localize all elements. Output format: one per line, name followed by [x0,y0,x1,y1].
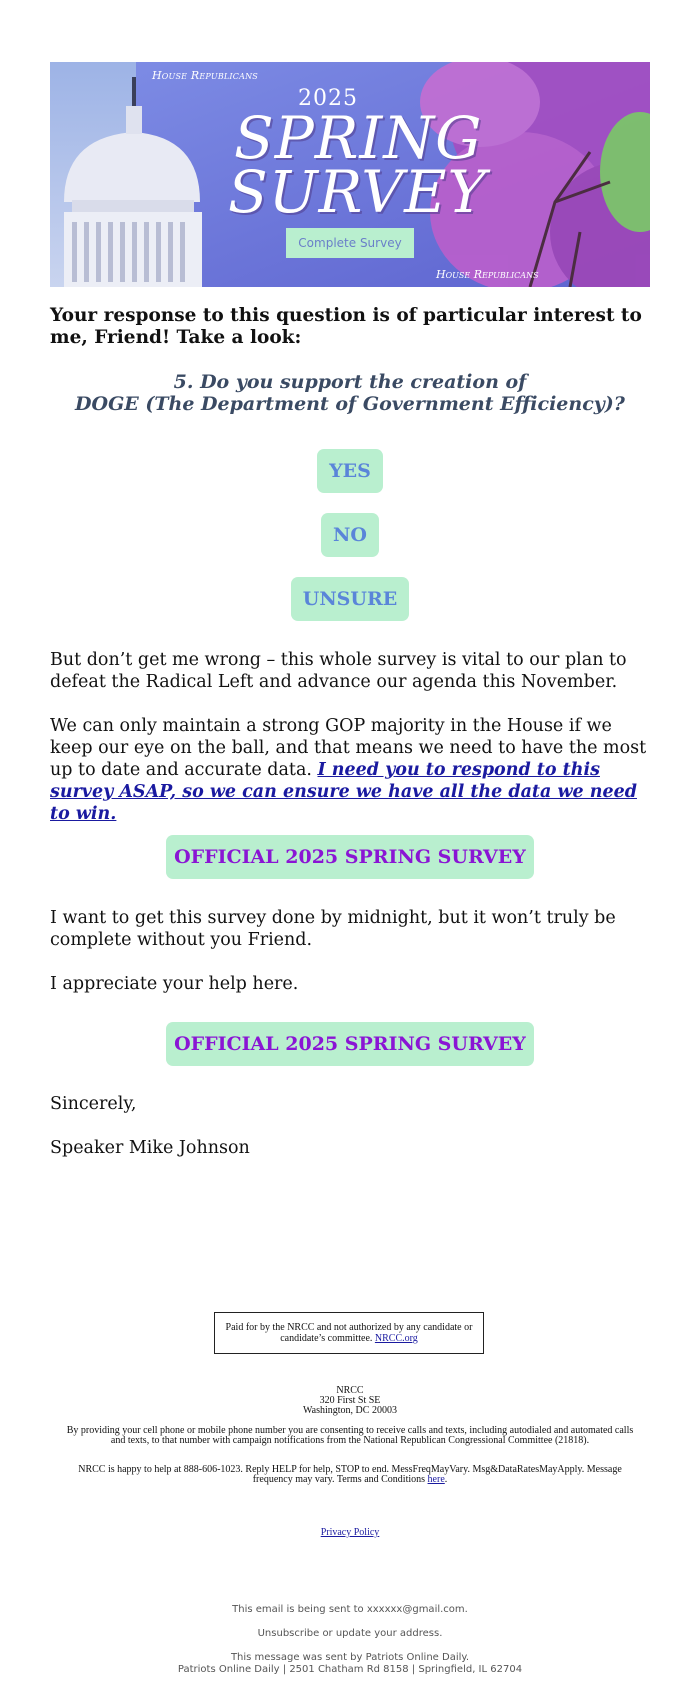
intro-text: Your response to this question is of particular interest to me, Friend! Take a look: [50,305,642,348]
org-street: 320 First St SE [319,1395,381,1406]
nrcc-org-link[interactable]: NRCC.org [374,1333,418,1344]
org-name: NRCC [336,1385,364,1396]
survey-question [50,371,650,415]
answer-options [50,429,650,621]
paid-for-disclaimer [214,1312,484,1354]
help-text: NRCC is happy to help at 888-606-1023. Reply HELP for help, STOP to end. MessFreqMayVary. Msg&DataRatesMayApply. Message frequency may vary. Terms and Conditions [78,1464,622,1485]
respond-survey-link[interactable]: I need you to respond to this survey ASAP, so we can ensure we have all the data we need to win. [50,760,637,824]
hero-title-line2: SURVEY [228,158,487,226]
paragraph-2-text: We can only maintain a strong GOP majority in the House if we keep our eye on the ball, and that means we need to have the most up to date and accurate data. [50,716,647,780]
privacy-policy-link[interactable]: Privacy Policy [320,1527,380,1538]
unsubscribe-link[interactable]: Unsubscribe or update your address. [257,1628,443,1639]
answer-unsure-button[interactable]: UNSURE [291,577,410,621]
paragraph-2 [50,715,650,825]
hero-title-line1: SPRING [234,104,483,172]
hero-year: 2025 [298,86,358,111]
answer-yes-button[interactable]: YES [317,449,383,493]
org-city: Washington, DC 20003 [303,1405,397,1416]
answer-no-button[interactable]: NO [321,513,379,557]
paragraph-1: But don’t get me wrong – this whole survey is vital to our plan to defeat the Radical Left and advance our agenda this November. [50,650,627,692]
question-line-2: DOGE (The Department of Government Efficiency)? [75,393,625,415]
official-survey-button-1[interactable]: OFFICIAL 2025 SPRING SURVEY [166,835,534,879]
sms-consent-text: By providing your cell phone or mobile phone number you are consenting to receive calls and texts, including autodialed and automated calls and texts, to that number with campaign notifications from the National Republican Congressional Committee (21818). [66,1425,634,1446]
org-address [60,1386,640,1416]
closing: Sincerely, [50,1094,137,1114]
hero-banner[interactable] [50,62,650,287]
sender-info [60,1652,640,1676]
sent-to-notice: This email is being sent to xxxxxx@gmail.com. [232,1604,468,1615]
paragraph-4: I appreciate your help here. [50,974,299,994]
signature: Speaker Mike Johnson [50,1138,250,1158]
sent-by: This message was sent by Patriots Online Daily. [230,1652,470,1663]
official-survey-button-2[interactable]: OFFICIAL 2025 SPRING SURVEY [166,1022,534,1066]
email-body [50,62,650,1159]
house-republicans-logo-top: House Republicans [152,69,258,82]
disclaimer-text: Paid for by the NRCC and not authorized by any candidate or candidate’s committee. [225,1322,473,1344]
sender-address: Patriots Online Daily | 2501 Chatham Rd 8158 | Springfield, IL 62704 [177,1664,523,1675]
complete-survey-button[interactable]: Complete Survey [286,228,414,258]
privacy-row [60,1528,640,1538]
question-line-1: 5. Do you support the creation of [173,371,527,393]
sms-help-text: NRCC is happy to help at 888-606-1023. Reply HELP for help, STOP to end. MessFreqMayVary. Msg&DataRatesMayApply. Message frequency may vary. Terms and Conditions here. [78,1464,622,1485]
paragraph-3: I want to get this survey done by midnight, but it won’t truly be complete without you Friend. [50,908,616,950]
terms-here-link[interactable]: here [427,1474,445,1485]
house-republicans-logo-bottom: House Republicans [436,268,539,281]
